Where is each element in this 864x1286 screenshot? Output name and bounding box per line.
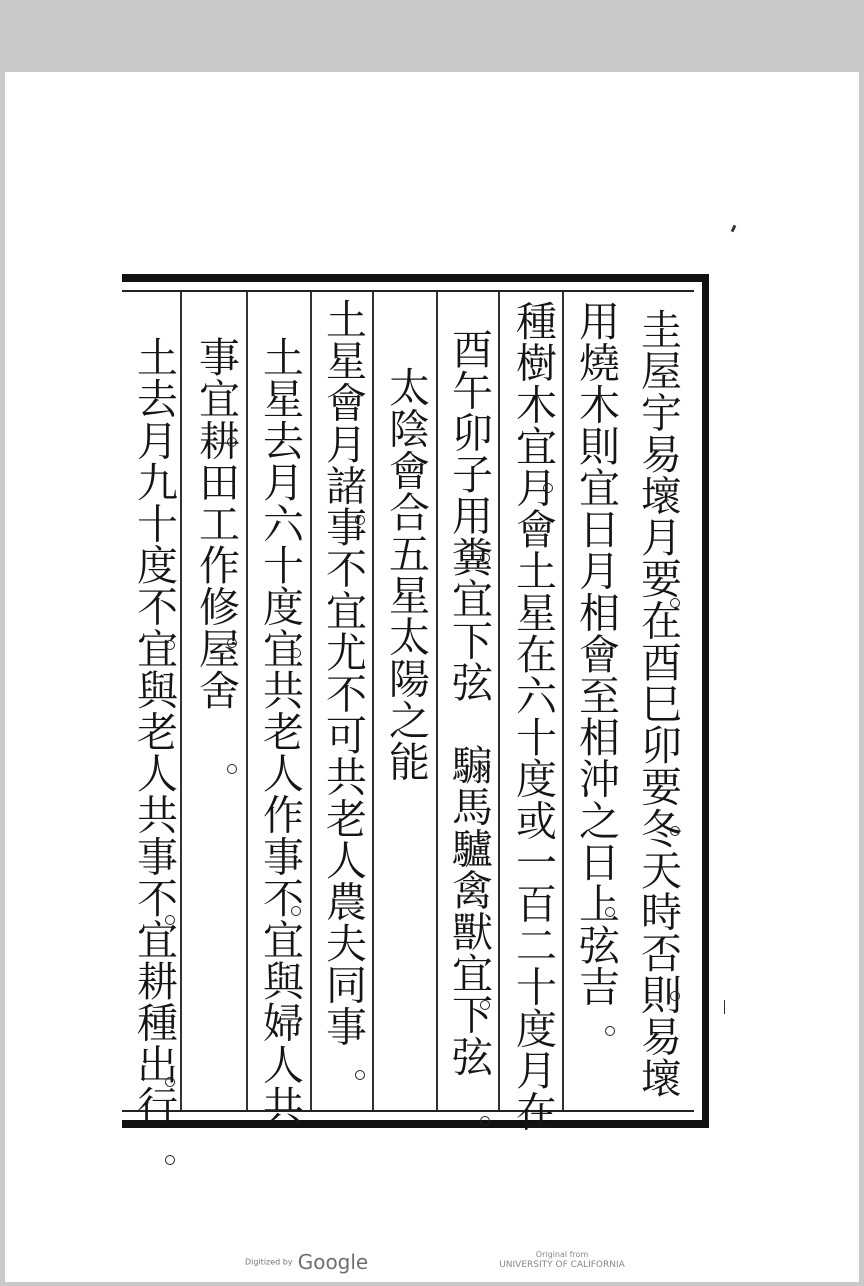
google-wordmark: Google [297, 1250, 369, 1274]
ink-speck [436, 298, 438, 300]
punctuation-mark [227, 638, 237, 648]
text-column-2: 用燒木則宜日月相會至相沖之日上弦吉 [572, 300, 620, 1008]
punctuation-mark [227, 437, 237, 447]
column-rule [246, 292, 248, 1110]
column-rule [372, 292, 374, 1110]
punctuation-mark [165, 915, 175, 925]
punctuation-mark [670, 991, 680, 1001]
digitized-by-google [245, 1250, 368, 1274]
institution-name: UNIVERSITY OF CALIFORNIA [499, 1260, 625, 1270]
column-rule [498, 292, 500, 1110]
punctuation-mark [605, 1026, 615, 1036]
punctuation-mark [291, 906, 301, 916]
text-column-7: 土星去月六十度宜共老人作事不宜與婦人共 [256, 336, 304, 1127]
punctuation-mark [291, 648, 301, 658]
ink-speck [724, 1000, 725, 1014]
top-margin-band [0, 0, 864, 72]
original-from-label: Original from [535, 1250, 589, 1259]
text-column-3: 種樹木宜月會土星在六十度或一百二十度月在 [509, 300, 557, 1132]
punctuation-mark [165, 640, 175, 650]
punctuation-mark [480, 1000, 490, 1010]
punctuation-mark [670, 826, 680, 836]
punctuation-mark [480, 761, 490, 771]
column-rule [562, 292, 564, 1110]
text-frame [122, 274, 709, 1132]
text-column-4: 酉午卯子用糞宜下弦 騸馬驢禽獸宜下弦 [445, 328, 493, 1077]
column-area [122, 290, 694, 1132]
punctuation-mark [670, 598, 680, 608]
column-rule [310, 292, 312, 1110]
punctuation-mark [165, 1155, 175, 1165]
text-column-9: 土去月九十度不宜與老人共事不宜耕種出行 [130, 336, 178, 1127]
punctuation-mark [543, 483, 553, 493]
punctuation-mark [480, 553, 490, 563]
original-from-notice [498, 1250, 626, 1271]
ink-speck [731, 225, 737, 233]
column-rule [436, 292, 438, 1110]
text-column-1: 圭屋宇易壞月要在酉巳卯要冬天時否則易壞 [634, 308, 682, 1099]
punctuation-mark [605, 907, 615, 917]
punctuation-mark [227, 764, 237, 774]
digitized-prefix: Digitized by [245, 1257, 293, 1267]
text-column-8: 事宜耕田工作修屋舍 [192, 336, 240, 711]
punctuation-mark [355, 515, 365, 525]
punctuation-mark [480, 1116, 490, 1126]
text-column-6: 土星會月諸事不宜尤不可共老人農夫同事 [319, 298, 367, 1047]
text-column-5: 太陰會合五星太陽之能 [382, 366, 430, 782]
punctuation-mark [355, 1070, 365, 1080]
punctuation-mark [165, 1077, 175, 1087]
